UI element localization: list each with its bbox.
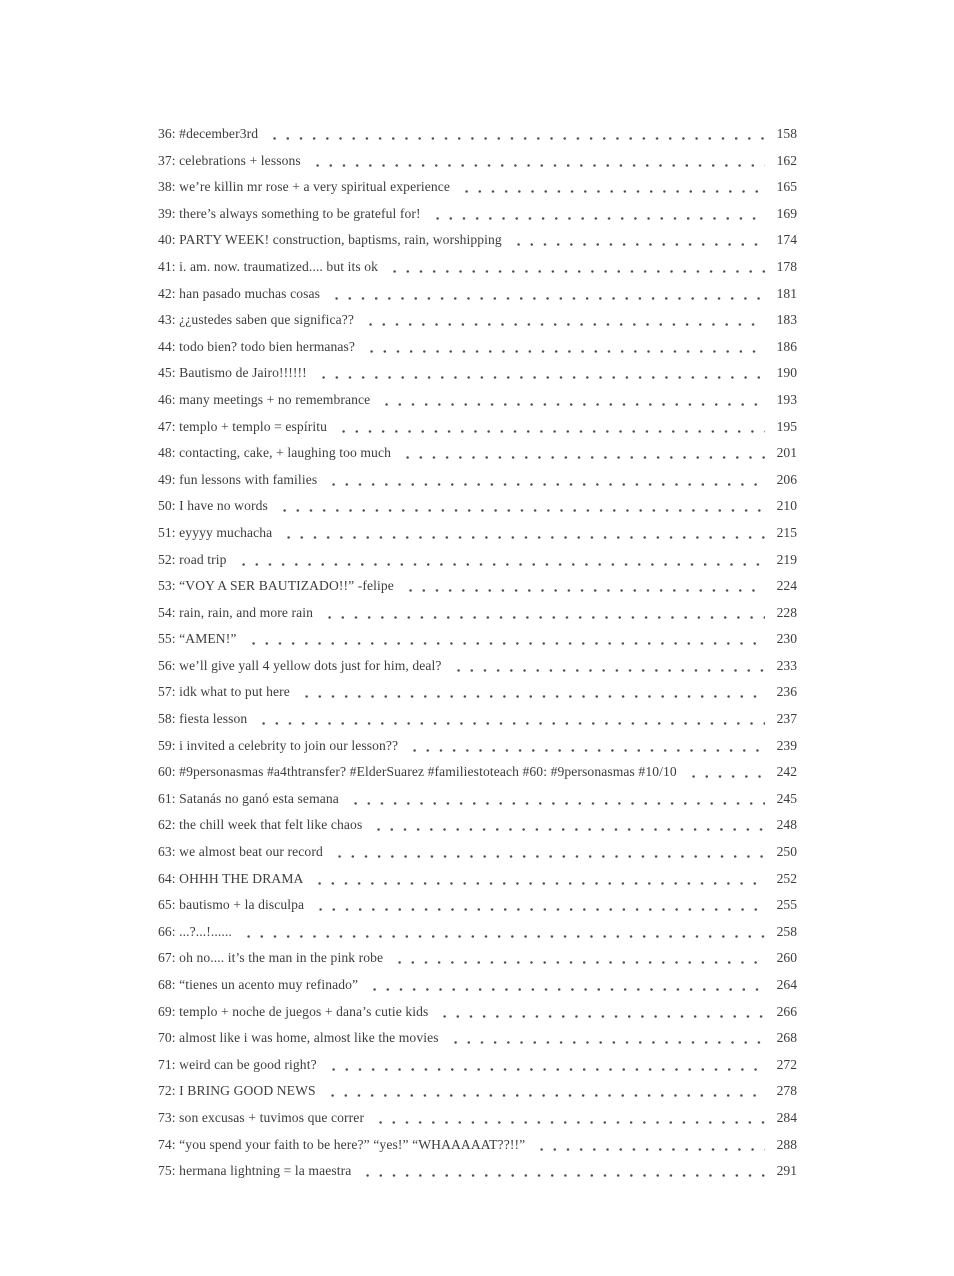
dot-leader [267, 121, 765, 148]
dot-leader [241, 919, 765, 946]
toc-entry-title: 36: #december3rd [158, 126, 259, 141]
dot-leader [236, 547, 766, 574]
toc-entry[interactable] [158, 121, 797, 148]
dot-leader [407, 733, 765, 760]
dot-leader [360, 1158, 765, 1185]
toc-entry-title: 73: son excusas + tuvimos que correr [158, 1109, 365, 1125]
toc-entry[interactable] [158, 467, 797, 494]
toc-entry-page: 162 [776, 152, 797, 168]
toc-entry-title: 74: “you spend your faith to be here?” “yes!” “WHAAAAAT??!!” [158, 1136, 526, 1152]
toc-entry-page: 190 [776, 365, 797, 381]
dot-leader [310, 148, 765, 175]
dot-leader [299, 679, 765, 706]
dot-leader [430, 201, 765, 228]
toc-entry-page: 260 [776, 950, 797, 966]
toc-entry-page: 193 [776, 391, 797, 407]
dot-leader [326, 1052, 765, 1079]
toc-entry-page: 284 [776, 1109, 797, 1125]
dot-leader [348, 786, 765, 813]
toc-entry[interactable] [158, 201, 797, 228]
toc-entry[interactable] [158, 759, 797, 786]
toc-entry-title: 68: “tienes un acento muy refinado” [158, 977, 359, 992]
toc-entry[interactable] [158, 626, 797, 653]
toc-entry[interactable] [158, 945, 797, 972]
dot-leader [379, 387, 765, 414]
toc-entry-page: 250 [776, 844, 797, 860]
dot-leader [246, 626, 766, 653]
toc-entry-title: 48: contacting, cake, + laughing too much [158, 445, 391, 461]
toc-entry-title: 44: todo bien? todo bien hermanas? [158, 338, 356, 354]
toc-entry-title: 71: weird can be good right? [158, 1056, 317, 1072]
toc-entry[interactable] [158, 414, 797, 441]
dot-leader [448, 1025, 765, 1052]
dot-leader [511, 227, 765, 254]
toc-entry-page: 272 [776, 1056, 797, 1072]
toc-entry[interactable] [158, 786, 797, 813]
toc-entry-page: 248 [776, 817, 797, 833]
toc-entry[interactable] [158, 866, 797, 893]
toc-entry[interactable] [158, 733, 797, 760]
toc-entry[interactable] [158, 1078, 797, 1105]
toc-entry-page: 237 [776, 711, 797, 727]
toc-entry-page: 288 [776, 1136, 797, 1152]
dot-leader [329, 281, 765, 308]
dot-leader [316, 360, 765, 387]
toc-entry-page: 178 [776, 258, 797, 274]
toc-entry-page: 201 [776, 445, 797, 461]
toc-entry-page: 210 [776, 498, 797, 514]
dot-leader [312, 866, 765, 893]
toc-entry-title: 49: fun lessons with families [158, 471, 318, 487]
toc-entry-title: 40: PARTY WEEK! construction, baptisms, rain, worshipping [158, 232, 502, 248]
toc-entry-page: 264 [776, 977, 797, 992]
toc-entry-page: 206 [776, 471, 797, 487]
dot-leader [336, 414, 765, 441]
toc-entry-page: 219 [776, 551, 797, 567]
toc-entry-page: 169 [776, 205, 797, 221]
toc-entry-page: 278 [776, 1083, 797, 1099]
dot-leader [373, 1105, 765, 1132]
dot-leader [364, 334, 765, 361]
toc-entry-page: 291 [776, 1163, 797, 1179]
toc-entry-page: 230 [776, 631, 797, 647]
toc-entry-page: 186 [776, 338, 797, 354]
toc-entry[interactable] [158, 227, 797, 254]
toc-entry-title: 64: OHHH THE DRAMA [158, 870, 304, 886]
toc-entry-title: 70: almost like i was home, almost like the movies [158, 1030, 439, 1046]
toc-entry[interactable] [158, 334, 797, 361]
toc-entry-title: 37: celebrations + lessons [158, 152, 301, 168]
toc-entry-title: 72: I BRING GOOD NEWS [158, 1083, 316, 1099]
toc-entry-title: 52: road trip [158, 551, 227, 567]
toc-entry[interactable] [158, 1052, 797, 1079]
toc-entry-title: 50: I have no words [158, 498, 268, 514]
toc-entry-title: 58: fiesta lesson [158, 711, 248, 727]
dot-leader [326, 467, 765, 494]
toc-entry[interactable] [158, 174, 797, 201]
dot-leader [325, 1078, 765, 1105]
toc-entry[interactable] [158, 360, 797, 387]
toc-entry-title: 60: #9personasmas #a4thtransfer? #ElderSuarez #familiestoteach #60: #9personasmas #10/10 [158, 764, 677, 780]
toc-entry[interactable] [158, 254, 797, 281]
toc-entry[interactable] [158, 1158, 797, 1185]
toc-entry-title: 43: ¿¿ustedes saben que significa?? [158, 312, 355, 328]
toc-entry-page: 233 [776, 657, 797, 673]
toc-entry-title: 63: we almost beat our record [158, 844, 323, 860]
toc-entry-title: 54: rain, rain, and more rain [158, 604, 314, 620]
toc-entry[interactable] [158, 972, 797, 999]
toc-entry-title: 42: han pasado muchas cosas [158, 285, 321, 301]
toc-entry-page: 258 [776, 923, 797, 939]
toc-entry[interactable] [158, 440, 797, 467]
toc-entry[interactable] [158, 919, 797, 946]
toc-entry[interactable] [158, 307, 797, 334]
toc-entry[interactable] [158, 1132, 797, 1159]
toc-entry-title: 55: “AMEN!” [158, 631, 237, 647]
toc-entry-title: 65: bautismo + la disculpa [158, 897, 305, 913]
dot-leader [392, 945, 765, 972]
dot-leader [686, 759, 765, 786]
toc-entry[interactable] [158, 1025, 797, 1052]
toc-entry[interactable] [158, 493, 797, 520]
toc-entry-title: 51: eyyyy muchacha [158, 524, 273, 540]
toc-entry-title: 45: Bautismo de Jairo!!!!!! [158, 365, 307, 381]
toc-entry-title: 39: there’s always something to be grateful for! [158, 205, 421, 221]
dot-leader [256, 706, 765, 733]
dot-leader [367, 972, 765, 999]
dot-leader [451, 653, 765, 680]
dot-leader [371, 812, 765, 839]
toc-entry[interactable] [158, 679, 797, 706]
toc-entry[interactable] [158, 1105, 797, 1132]
toc-entry-page: 224 [776, 578, 797, 594]
dot-leader [437, 999, 765, 1026]
dot-leader [322, 600, 765, 627]
toc-entry-title: 61: Satanás no ganó esta semana [158, 790, 339, 806]
toc-entry[interactable] [158, 812, 797, 839]
toc-entry-page: 245 [776, 790, 797, 806]
toc-entry-page: 174 [776, 232, 797, 248]
toc-entry[interactable] [158, 148, 797, 175]
toc-entry-page: 165 [776, 179, 797, 195]
toc-entry[interactable] [158, 653, 797, 680]
toc-entry-title: 67: oh no.... it’s the man in the pink robe [158, 950, 384, 966]
toc-entry[interactable] [158, 839, 797, 866]
toc-entry-title: 75: hermana lightning = la maestra [158, 1163, 352, 1179]
toc-entry-page: 236 [776, 684, 797, 700]
toc-entry[interactable] [158, 573, 797, 600]
toc-entry-page: 239 [776, 737, 797, 753]
toc-entry-title: 47: templo + templo = espíritu [158, 418, 327, 434]
toc-entry-page: 252 [776, 870, 797, 886]
dot-leader [313, 892, 765, 919]
dot-leader [387, 254, 765, 281]
toc-entry-page: 228 [776, 604, 797, 620]
toc-entry-page: 183 [776, 312, 797, 328]
toc-entry-page: 195 [776, 418, 797, 434]
toc-entry-page: 268 [776, 1030, 797, 1046]
toc-entry-title: 66: ...?...!...... [158, 923, 232, 939]
dot-leader [332, 839, 765, 866]
toc-entry-page: 255 [776, 897, 797, 913]
toc-entry[interactable] [158, 387, 797, 414]
toc-entry[interactable] [158, 999, 797, 1026]
dot-leader [534, 1132, 765, 1159]
toc-entry-title: 53: “VOY A SER BAUTIZADO!!” -felipe [158, 578, 394, 594]
toc-entry-page: 242 [776, 764, 797, 780]
toc-entry-title: 57: idk what to put here [158, 684, 290, 700]
dot-leader [400, 440, 765, 467]
toc-entry-title: 62: the chill week that felt like chaos [158, 817, 363, 833]
dot-leader [363, 307, 765, 334]
toc-entry[interactable] [158, 281, 797, 308]
toc-entry[interactable] [158, 706, 797, 733]
dot-leader [459, 174, 765, 201]
toc-entry-title: 69: templo + noche de juegos + dana’s cutie kids [158, 1003, 429, 1019]
dot-leader [277, 493, 765, 520]
toc-entry[interactable] [158, 600, 797, 627]
toc-entry-page: 215 [776, 524, 797, 540]
toc-entry-page: 158 [776, 126, 797, 141]
dot-leader [403, 573, 765, 600]
toc-entry-title: 56: we’ll give yall 4 yellow dots just for him, deal? [158, 657, 442, 673]
toc-entry[interactable] [158, 892, 797, 919]
toc-entry[interactable] [158, 520, 797, 547]
toc-entry-page: 181 [776, 285, 797, 301]
toc-entry-title: 59: i invited a celebrity to join our lesson?? [158, 737, 399, 753]
toc-entry[interactable] [158, 547, 797, 574]
toc-entry-title: 38: we’re killin mr rose + a very spiritual experience [158, 179, 451, 195]
toc-entry-title: 41: i. am. now. traumatized.... but its ok [158, 258, 379, 274]
dot-leader [281, 520, 765, 547]
toc-entry-title: 46: many meetings + no remembrance [158, 391, 371, 407]
toc-entry-page: 266 [776, 1003, 797, 1019]
table-of-contents [158, 121, 797, 1185]
